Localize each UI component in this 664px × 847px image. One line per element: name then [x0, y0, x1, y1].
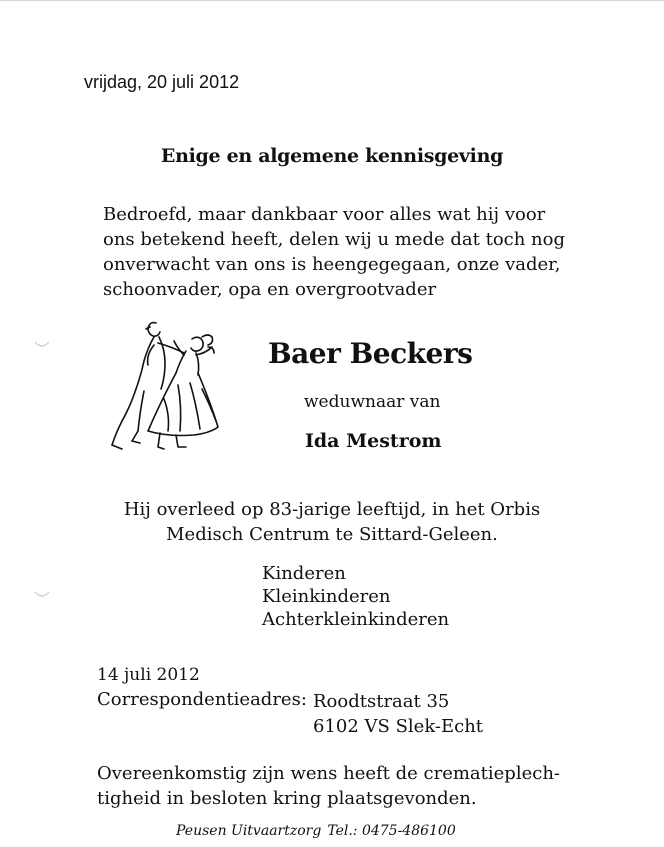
footer — [176, 823, 456, 839]
correspondence-street: Roodtstraat 35 — [313, 691, 450, 712]
punch-mark — [34, 590, 50, 600]
death-info-line: Medisch Centrum te Sittard-Geleen. — [166, 524, 498, 545]
notice-date: 14 juli 2012 — [97, 665, 200, 685]
family-list — [262, 562, 449, 631]
intro-line: ons betekend heeft, delen wij u mede dat toch nog — [103, 229, 566, 250]
family-item: Achterkleinkinderen — [262, 609, 450, 630]
notice-heading: Enige en algemene kennisgeving — [160, 145, 504, 167]
closing-line: tigheid in besloten kring plaatsgevonden. — [97, 788, 477, 809]
intro-line: Bedroefd, maar dankbaar voor alles wat hij voor — [103, 204, 546, 225]
widower-label: weduwnaar van — [304, 392, 441, 412]
footer-phone: Tel.: 0475-486100 — [327, 823, 456, 839]
intro-line: schoonvader, opa en overgrootvader — [103, 279, 437, 300]
intro-line: onverwacht van ons is heengegegaan, onze vader, — [103, 254, 561, 275]
correspondence-city: 6102 VS Slek-Echt — [313, 716, 484, 737]
family-item: Kinderen — [262, 563, 346, 584]
deceased-name: Baer Beckers — [268, 337, 473, 370]
publication-date: vrijdag, 20 juli 2012 — [84, 72, 240, 92]
punch-mark — [34, 340, 50, 350]
death-info — [0, 497, 664, 547]
spouse-name: Ida Mestrom — [305, 430, 442, 452]
correspondence-address — [313, 689, 483, 739]
closing-text — [97, 761, 560, 811]
death-info-line: Hij overleed op 83-jarige leeftijd, in het Orbis — [123, 499, 541, 520]
intro-text — [103, 202, 603, 302]
scan-edge — [0, 0, 664, 10]
footer-company: Peusen Uitvaartzorg — [176, 823, 322, 839]
closing-line: Overeenkomstig zijn wens heeft de crematieplech- — [97, 763, 560, 784]
dancing-couple-icon — [104, 315, 224, 455]
family-item: Kleinkinderen — [262, 586, 391, 607]
correspondence-label: Correspondentieadres: — [97, 689, 307, 710]
